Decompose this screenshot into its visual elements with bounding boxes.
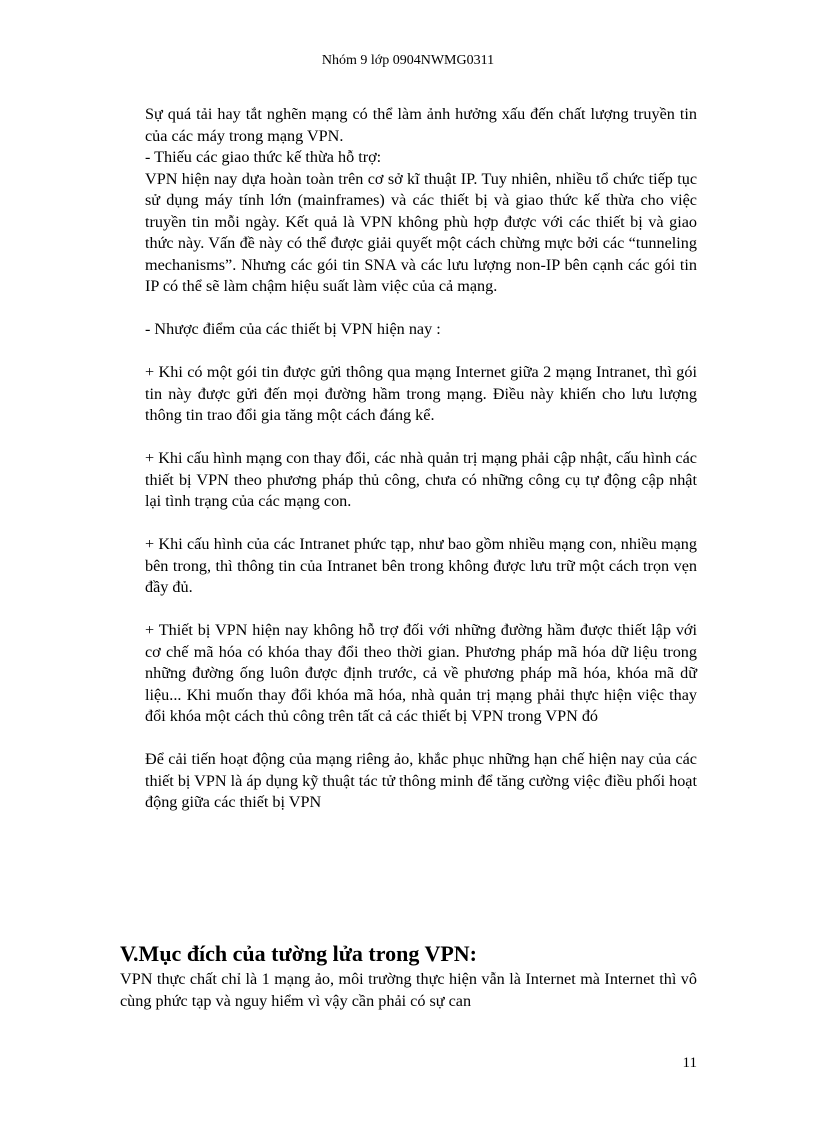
page-header: Nhóm 9 lớp 0904NWMG0311 xyxy=(321,53,495,68)
body-text xyxy=(145,104,697,814)
paragraph-improvement: Để cải tiến hoạt động của mạng riêng ảo, khắc phục những hạn chế hiện nay của các thiết bị VPN là áp dụng kỹ thuật tác tử thông minh để tăng cường việc điều phối hoạt động giữa các thiết bị VPN xyxy=(145,750,697,811)
section-firewall xyxy=(120,940,697,1012)
paragraph-device-drawbacks-heading: - Nhược điểm của các thiết bị VPN hiện nay : xyxy=(145,320,441,338)
spacer xyxy=(145,599,697,621)
paragraph-drawback-intranet-info: + Khi cấu hình của các Intranet phức tạp, như bao gồm nhiều mạng con, nhiều mạng bên trong, thì thông tin của Intranet bên trong không được lưu trữ một cách trọn vẹn đầy đủ. xyxy=(145,535,697,596)
paragraph-legacy-protocols-heading: - Thiếu các giao thức kế thừa hỗ trợ: xyxy=(145,148,382,166)
section-text: VPN thực chất chỉ là 1 mạng ảo, môi trường thực hiện vẫn là Internet mà Internet thì vô cùng phức tạp và nguy hiểm vì vậy cần phải có sự can xyxy=(120,970,697,1010)
spacer xyxy=(145,728,697,750)
paragraph-overload: Sự quá tải hay tắt nghẽn mạng có thể làm ảnh hưởng xấu đến chất lượng truyền tin của các máy trong mạng VPN. xyxy=(145,105,697,145)
spacer xyxy=(145,513,697,535)
paragraph-ip-dependency: VPN hiện nay dựa hoàn toàn trên cơ sở kĩ thuật IP. Tuy nhiên, nhiều tổ chức tiếp tục sử dụng máy tính lớn (mainframes) và các thiết bị và giao thức kế thừa cho việc truyền tin mỗi ngày. Kết quả là VPN không phù hợp được với các thiết bị và giao thức này. Vấn đề này có thể được giải quyết một cách chừng mực bởi các “tunneling mechanisms”. Nhưng các gói tin SNA và các lưu lượng non-IP bên cạnh các gói tin IP có thể sẽ làm chậm hiệu suất làm việc của cả mạng. xyxy=(145,169,697,295)
page-number: 11 xyxy=(682,1055,697,1071)
spacer xyxy=(145,298,697,320)
paragraph-drawback-broadcast: + Khi có một gói tin được gửi thông qua mạng Internet giữa 2 mạng Intranet, thì gói tin này được gửi đến mọi đường hầm trong mạng. Điều này khiến cho lưu lượng thông tin trao đổi gia tăng một cách đáng kể. xyxy=(145,363,697,424)
spacer xyxy=(145,427,697,449)
paragraph-drawback-subnet-config: + Khi cấu hình mạng con thay đổi, các nhà quản trị mạng phải cập nhật, cấu hình các thiết bị VPN theo phương pháp thủ công, chưa có những công cụ tự động cập nhật lại tình trạng của các mạng con. xyxy=(145,449,697,510)
spacer xyxy=(145,341,697,363)
paragraph-drawback-encryption-keys: + Thiết bị VPN hiện nay không hỗ trợ đối với những đường hầm được thiết lập với cơ chế mã hóa có khóa thay đổi theo thời gian. Phương pháp mã hóa dữ liệu trong những đường ống luôn được định trước, cả về phương pháp mã hóa, khóa mã dữ liệu... Khi muốn thay đổi khóa mã hóa, nhà quản trị mạng phải thực hiện việc thay đổi khóa một cách thủ công trên tất cả các thiết bị VPN trong VPN đó xyxy=(145,621,697,725)
section-heading: V.Mục đích của tường lửa trong VPN: xyxy=(120,941,477,966)
